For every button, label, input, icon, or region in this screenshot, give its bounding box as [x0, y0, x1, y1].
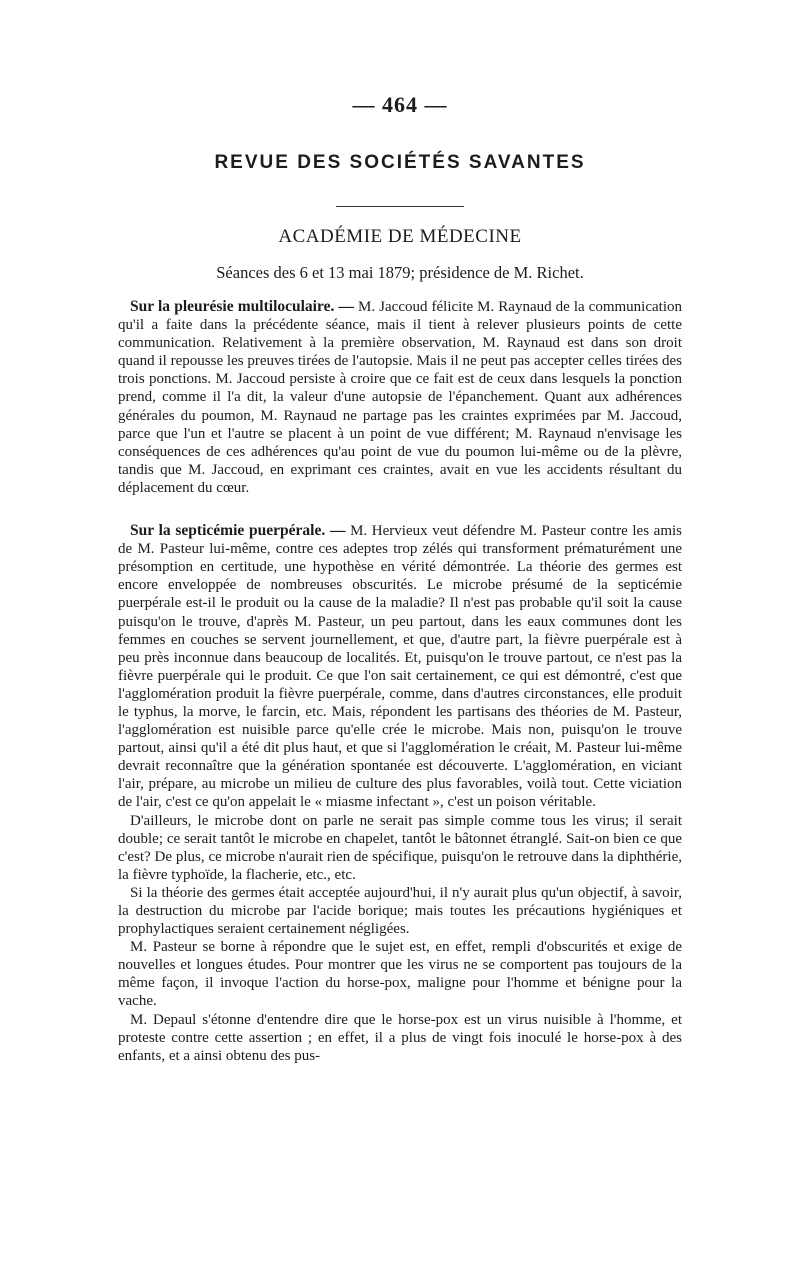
paragraph-text: M. Jaccoud félicite M. Raynaud de la communication qu'il a faite dans la précédente séance, mais il tient à relever plusieurs points de cette communication. Relativement à la première observation, M. Raynaud est dans son droit quand il repousse les preuves tirées de l'autopsie. Mais il ne peut pas accepter celles tirées des trois ponctions. M. Jaccoud persiste à croire que ce fait est de ceux dans lesquels la ponction prend, comme il l'a dit, la valeur d'une autopsie de l'épanchement. Quant aux adhérences générales du poumon, M. Raynaud ne partage pas les craintes exprimées par M. Jaccoud, parce que l'un et l'autre se placent à un point de vue différent; M. Raynaud n'envisage les conséquences de ces adhérences qu'au point de vue du poumon lui-même ou de la plèvre, tandis que M. Jaccoud, en exprimant ces craintes, avait en vue les accidents résultant du déplacement du cœur.	[118, 299, 682, 496]
journal-title: REVUE DES SOCIÉTÉS SAVANTES	[214, 152, 586, 173]
article-septicemie-para-1	[118, 522, 682, 812]
session-line: Séances des 6 et 13 mai 1879; présidence de M. Richet.	[216, 263, 584, 282]
article-septicemie-para-3: Si la théorie des germes était acceptée aujourd'hui, il n'y aurait plus qu'un objectif, à savoir, la destruction du microbe par l'acide borique; mais toutes les précautions hygiéniques et prophylactiques seraient certainement négligées.	[118, 884, 682, 938]
article-heading-pleuresie: Sur la pleurésie multiloculaire. —	[130, 298, 355, 315]
article-septicemie-para-2: D'ailleurs, le microbe dont on parle ne serait pas simple comme tous les virus; il serait double; ce serait tantôt le microbe en chapelet, tantôt le bâtonnet étranglé. Sait-on bien ce que c'est? De plus, ce microbe n'aurait rien de spécifique, puisqu'on le retrouve dans la diphthérie, la fièvre typhoïde, la flacherie, etc., etc.	[118, 812, 682, 883]
article-heading-septicemie: Sur la septicémie puerpérale. —	[130, 522, 346, 540]
body-text	[118, 298, 682, 1065]
paragraph-text: M. Hervieux veut défendre M. Pasteur contre les amis de M. Pasteur lui-même, contre ces adeptes trop zélés qui transforment prématurément une présomption en certitude, une hypothèse en vérité démontrée. La théorie des germes est encore enveloppée de nombreuses obscurités. Le microbe présumé de la septicémie puerpérale est-il le produit ou la cause de la maladie? Il n'est pas probable qu'il soit la cause puisqu'on le trouve, d'après M. Pasteur, un peu partout, dans les eaux communes dont les femmes en couches se servent journellement, et que, d'autre part, la fièvre puerpérale est à peu près inconnue dans beaucoup de localités. Et, puisqu'on le trouve partout, ce n'est pas la fièvre puerpérale qui le produit. Ce que l'on sait certainement, ce qui est démontré, c'est que l'agglomération produit la fièvre puerpérale, comme, dans d'autres circonstances, elle produit le typhus, la morve, le farcin, etc. Mais, répondent les partisans des théories de M. Pasteur, l'agglomération est nuisible parce qu'elle crée le microbe. Mais non, puisqu'on le trouve partout, ainsi qu'il a été dit plus haut, et que si l'agglomération le créait, M. Pasteur lui-même devrait reconnaître que la génération spontanée est découverte. L'agglomération, en viciant l'air, prépare, au microbe un milieu de culture des plus favorables, voilà tout. Cette viciation de l'air, c'est ce qu'on appelait le « miasme infectant », c'est un poison véritable.	[118, 523, 683, 811]
article-pleuresie-para-1	[118, 298, 682, 497]
section-title: ACADÉMIE DE MÉDECINE	[278, 226, 522, 247]
title-rule	[336, 206, 464, 207]
article-septicemie-para-4: M. Pasteur se borne à répondre que le sujet est, en effet, rempli d'obscurités et exige de nouvelles et longues études. Pour montrer que les virus ne se comportent pas toujours de la même façon, il invoque l'action du horse-pox, maligne pour l'homme et bénigne pour la vache.	[118, 939, 682, 1010]
article-septicemie-para-5: M. Depaul s'étonne d'entendre dire que le horse-pox est un virus nuisible à l'homme, et proteste contre cette assertion ; en effet, il a plus de vingt fois inoculé le horse-pox à des enfants, et a ainsi obtenu des pus-	[118, 1011, 682, 1064]
page-number: — 464 —	[352, 92, 448, 117]
